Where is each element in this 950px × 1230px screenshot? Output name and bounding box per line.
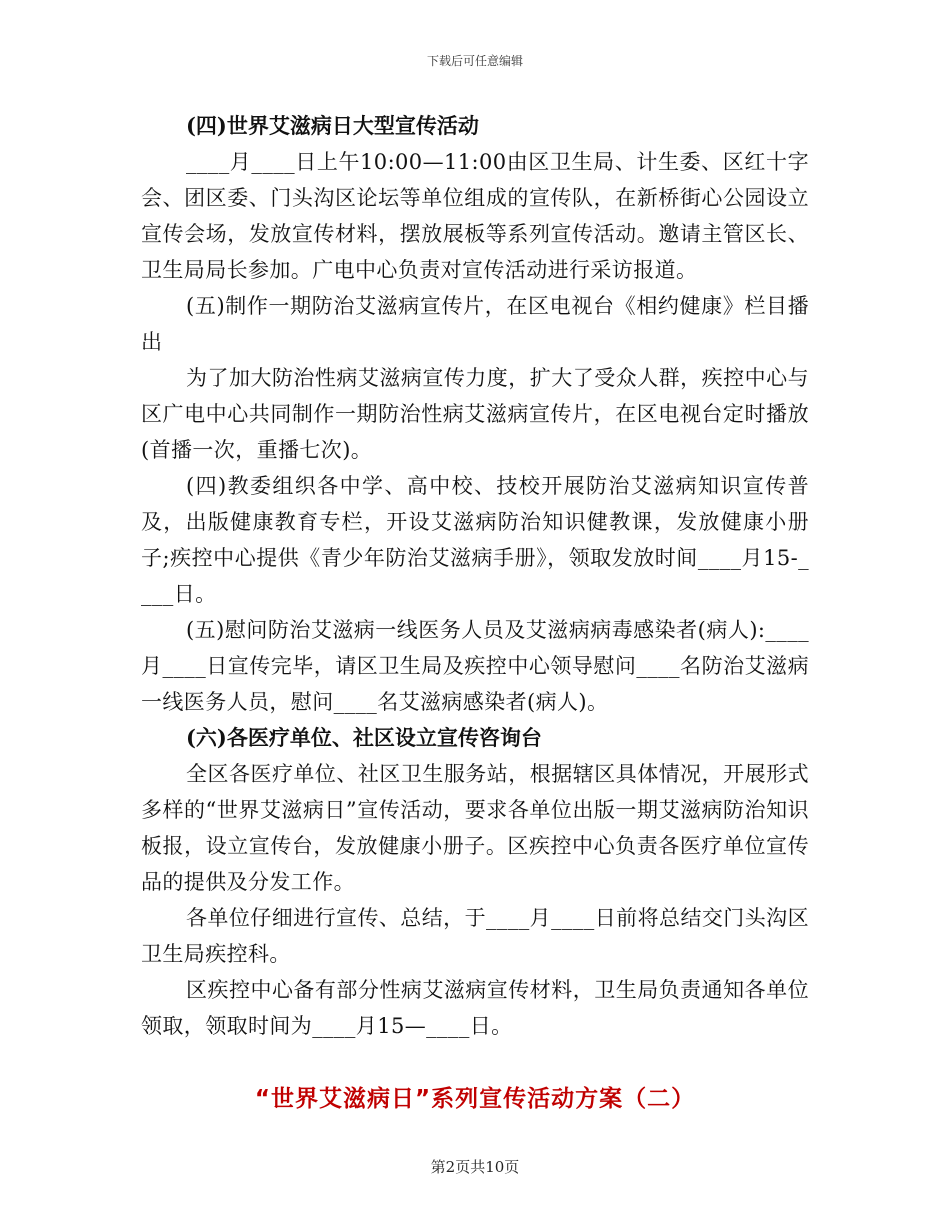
section-heading: (四)世界艾滋病日大型宣传活动 (186, 113, 479, 138)
paragraph: 为了加大防治性病艾滋病宣传力度，扩大了受众人群，疾控中心与区广电中心共同制作一期防治性病艾滋病宣传片，在区电视台定时播放(首播一次，重播七次)。 (141, 366, 809, 462)
paragraph: 各单位仔细进行宣传、总结，于____月____日前将总结交门头沟区卫生局疾控科。 (141, 906, 809, 966)
page-header: 下载后可任意编辑 (426, 54, 523, 68)
paragraph: (五)慰问防治艾滋病一线医务人员及艾滋病病毒感染者(病人):____月____日宣传完毕，请区卫生局及疾控中心领导慰问____名防治艾滋病一线医务人员，慰问____名艾滋病感染者(病人)。 (141, 618, 809, 714)
paragraph: ____月____日上午10:00—11:00由区卫生局、计生委、区红十字会、团区委、门头沟区论坛等单位组成的宣传队，在新桥街心公园设立宣传会场，发放宣传材料，摆放展板等系列宣传活动。邀请主管区长、卫生局局长参加。广电中心负责对宣传活动进行采访报道。 (141, 150, 809, 282)
document-body (141, 108, 809, 1044)
page-footer: 第2页共10页 (430, 1158, 520, 1176)
paragraph: (五)制作一期防治艾滋病宣传片，在区电视台《相约健康》栏目播出 (141, 294, 809, 354)
paragraph: (四)教委组织各中学、高中校、技校开展防治艾滋病知识宣传普及，出版健康教育专栏，开设艾滋病防治知识健教课，发放健康小册子;疾控中心提供《青少年防治艾滋病手册》，领取发放时间____月15-____日。 (141, 474, 809, 606)
document-title: “世界艾滋病日”系列宣传活动方案（二） (254, 1086, 696, 1112)
section-heading: (六)各医疗单位、社区设立宣传咨询台 (186, 725, 542, 750)
paragraph: 区疾控中心备有部分性病艾滋病宣传材料，卫生局负责通知各单位领取，领取时间为____月15—____日。 (141, 978, 809, 1038)
paragraph: 全区各医疗单位、社区卫生服务站，根据辖区具体情况，开展形式多样的“世界艾滋病日”宣传活动，要求各单位出版一期艾滋病防治知识板报，设立宣传台，发放健康小册子。区疾控中心负责各医疗单位宣传品的提供及分发工作。 (141, 762, 809, 894)
